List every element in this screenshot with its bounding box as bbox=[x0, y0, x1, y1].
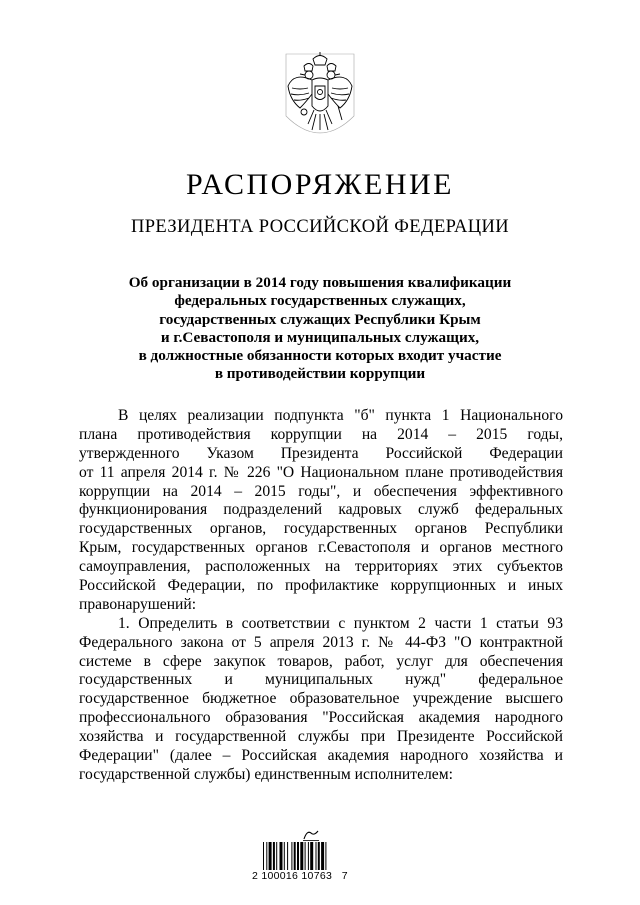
body-line: утвержденного Указом Президента Российской Федерации bbox=[79, 444, 563, 462]
body-line: плана противодействия коррупции на 2014 – 2015 годы, bbox=[79, 425, 563, 443]
body-line: правонарушений: bbox=[79, 595, 197, 613]
body-line: хозяйства и государственной службы при Президенте Российской bbox=[79, 728, 563, 746]
title-line: в противодействии коррупции bbox=[214, 365, 426, 383]
body-line: Федерального закона от 5 апреля 2013 г. № 44-ФЗ "О контрактной bbox=[79, 633, 563, 651]
body-line: Крым, государственных органов г.Севастополя и органов местного bbox=[79, 539, 563, 557]
title-line: и г.Севастополя и муниципальных служащих, bbox=[160, 328, 480, 346]
body-line: государственное бюджетное образовательное учреждение высшего bbox=[79, 690, 563, 708]
body-line: В целях реализации подпункта "б" пункта 1 Национального bbox=[118, 407, 563, 424]
title-line: Об организации в 2014 году повышения квалификации bbox=[128, 274, 512, 291]
title-line: государственных служащих Республики Крым bbox=[159, 310, 481, 328]
body-line: самоуправления, расположенных на территориях этих субъектов bbox=[79, 558, 563, 576]
coat-of-arms-icon bbox=[282, 50, 358, 146]
body-line: государственных органов, государственных органов Республики bbox=[79, 520, 563, 538]
barcode-number: 2 100016 10763 7 bbox=[252, 870, 348, 882]
registration-mark-icon bbox=[302, 828, 320, 842]
body-line: 1. Определить в соответствии с пунктом 2 части 1 статьи 93 bbox=[118, 614, 563, 632]
title-line: в должностные обязанности которых входит участие bbox=[138, 347, 502, 365]
body-line: государственной службы) единственным исполнителем: bbox=[79, 765, 453, 783]
body-line: профессионального образования "Российская академия народного bbox=[79, 709, 563, 727]
body-line: функционирования подразделений кадровых служб федеральных bbox=[79, 501, 563, 519]
body-line: Федерации" (далее – Российская академия народного хозяйства и bbox=[79, 747, 563, 765]
body-line: Российской Федерации, по профилактике коррупционных и иных bbox=[79, 577, 563, 595]
title-line: федеральных государственных служащих, bbox=[174, 292, 466, 310]
document-issuer: ПРЕЗИДЕНТА РОССИЙСКОЙ ФЕДЕРАЦИИ bbox=[130, 217, 510, 237]
body-line: государственных и муниципальных нужд" федеральное bbox=[79, 671, 563, 689]
document-type-heading: РАСПОРЯЖЕНИЕ bbox=[185, 168, 455, 201]
body-line: коррупции на 2014 – 2015 годы", и обеспечения эффективного bbox=[79, 482, 563, 500]
body-line: от 11 апреля 2014 г. № 226 "О Национальном плане противодействия bbox=[79, 463, 563, 481]
document-title bbox=[100, 274, 540, 384]
document-body bbox=[79, 407, 563, 785]
body-line: системе в сфере закупок товаров, работ, услуг для обеспечения bbox=[79, 652, 563, 670]
barcode bbox=[263, 842, 353, 870]
